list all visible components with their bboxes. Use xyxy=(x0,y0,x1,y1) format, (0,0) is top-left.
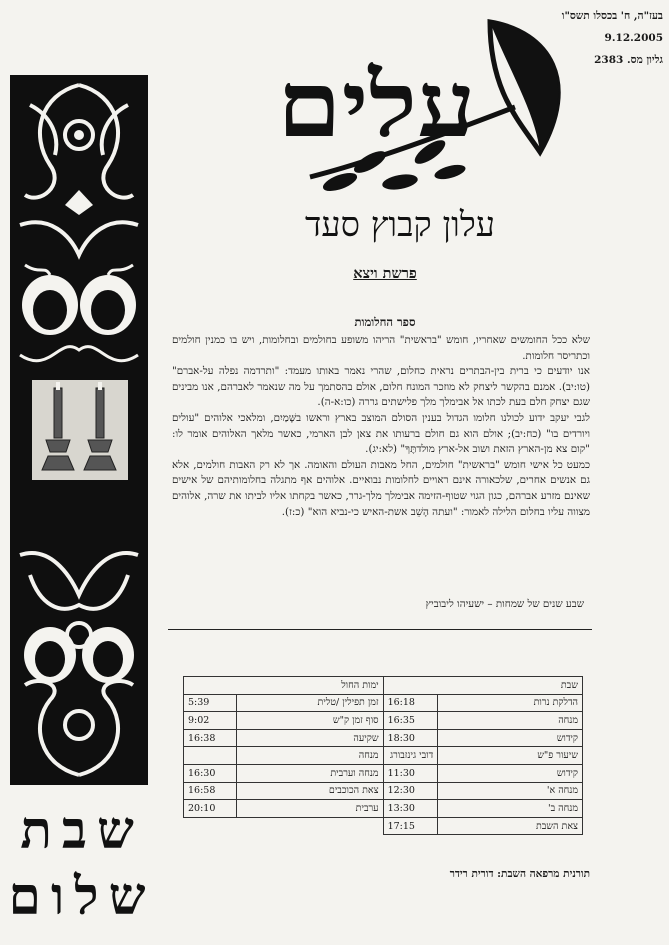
prayer-schedule-table xyxy=(183,676,583,835)
hebrew-date: בעז"ה, ח' בכסלו תשס"ו xyxy=(561,10,663,22)
weekday-time xyxy=(184,817,237,835)
shabbat-item: מנחה א' xyxy=(438,782,583,800)
weekday-item xyxy=(236,817,383,835)
article-body xyxy=(172,333,590,520)
shabbat-word: שבת xyxy=(20,800,144,861)
newsletter-subtitle: עלון קבוץ סעד xyxy=(304,205,496,245)
table-row xyxy=(184,694,583,712)
clinic-duty-note: תורנית מרפאה השבת: דורית רידר xyxy=(449,868,590,880)
article-title: ספר החלומות xyxy=(354,315,416,329)
weekday-time: 20:10 xyxy=(184,800,237,818)
shabbat-time: דובי גינזבורג xyxy=(383,747,438,765)
shabbat-item: שיעור פ"ש xyxy=(438,747,583,765)
table-row xyxy=(184,729,583,747)
weekday-time xyxy=(184,747,237,765)
masthead-logo xyxy=(250,12,610,212)
shabbat-item: קידוש xyxy=(438,729,583,747)
table-row xyxy=(184,747,583,765)
weekday-time: 16:38 xyxy=(184,729,237,747)
weekday-item: צאת הכוכבים xyxy=(236,782,383,800)
table-row xyxy=(184,800,583,818)
shabbat-time: 18:30 xyxy=(383,729,438,747)
weekday-time: 9:02 xyxy=(184,712,237,730)
shabbat-time: 16:18 xyxy=(383,694,438,712)
issue-number: גליון מס. 2383 xyxy=(594,54,663,66)
logo-word: עלים xyxy=(277,52,476,158)
weekday-item: מנחה וערבית xyxy=(236,764,383,782)
weekday-time: 5:39 xyxy=(184,694,237,712)
article-signature: שבע שנים של שמחות – ישעיהו ליבוביץ xyxy=(425,598,584,610)
weekday-item: סוף זמן ק"ש xyxy=(236,712,383,730)
table-row xyxy=(184,712,583,730)
table-row xyxy=(184,817,583,835)
shabbat-item: צאת השבת xyxy=(438,817,583,835)
shabbat-time: 17:15 xyxy=(383,817,438,835)
weekday-header: ימות החול xyxy=(184,677,384,695)
gregorian-date: 9.12.2005 xyxy=(604,32,663,44)
shalom-word: שלום xyxy=(8,866,156,927)
divider xyxy=(168,629,592,630)
weekday-item: ערבית xyxy=(236,800,383,818)
article-paragraph: לגבי יעקב ידוע לכולנו חלומו הגדול בענין הסולם המוצב בארץ וראשו בשָּׁמַיִם, ומלאכי אלוהים "עולים ויורדים בו" (כח:יב); אולם הוא גם חולם ברעותו את צאן לבן הארמי, כאשר מלאך האלוהים אומר לו: "קום צא מן-הארץ הזאת ושוב אל-ארץ מולדתֶּךָ" (לא:יג). xyxy=(172,411,590,456)
shabbat-item: הדלקת נרות xyxy=(438,694,583,712)
table-row xyxy=(184,782,583,800)
article-paragraph: שלא ככל החומשים שאחריו, חומש "בראשית" הריהו משופע בחולמים ובחלומות, ויש בו כמנין חולמים וכתריסר חלומות. xyxy=(172,334,590,362)
weekday-item: שקיעה xyxy=(236,729,383,747)
shabbat-time: 16:35 xyxy=(383,712,438,730)
shabbat-item: מנחה ב' xyxy=(438,800,583,818)
table-header-row xyxy=(184,677,583,695)
table-row xyxy=(184,764,583,782)
parasha-title xyxy=(200,265,570,283)
article-paragraph: כמעט כל אישי חומש "בראשית" חולמים, החל מאבות העולם והאומה. אך לא רק האבות חולמים, אלא גם אנשים אחרים, שלכאורה אינם ראויים לחלומות נבואיים. אלוהים אף מתגלה בחלומותיהם של אישים שאינם מזרע אברהם, כגון הגוי שטוף-הזימה אבימלך מלך-גרר, כאשר בקחתו אליו לביתו את שרה, אלוהים מצווה עליו בחלום הלילה לאמור: "ועתה הָשֵׁב אשת-האיש כי-נביא הוא" (כ:ז). xyxy=(172,458,590,518)
article-paragraph: אנו יודעים כי ברית בין-הבתרים נראית כחלום, שהרי נאמר באותו מעמד: "ותרדמה נפלה על-אברם" (טו:יב). אמנם בהקשר ליצחק לא מוזכר המונח חלום, אולם בהסתמך על מה שנאמר לאברהם, אנו מבינים שגם יצחק חלם בעת לכתו אל אבימלך מלך פלישתים גררה (כו:א-ה). xyxy=(172,365,590,409)
candlesticks-image xyxy=(32,380,128,480)
shabbat-header: שבת xyxy=(383,677,582,695)
parasha-text: פרשת ויצא xyxy=(353,265,417,282)
weekday-item: זמן תפילין /טלית xyxy=(236,694,383,712)
shabbat-time: 12:30 xyxy=(383,782,438,800)
weekday-item: מנחה xyxy=(236,747,383,765)
weekday-time: 16:58 xyxy=(184,782,237,800)
shabbat-time: 13:30 xyxy=(383,800,438,818)
shabbat-item: קידוש xyxy=(438,764,583,782)
shabbat-item: מנחה xyxy=(438,712,583,730)
shabbat-time: 11:30 xyxy=(383,764,438,782)
weekday-time: 16:30 xyxy=(184,764,237,782)
